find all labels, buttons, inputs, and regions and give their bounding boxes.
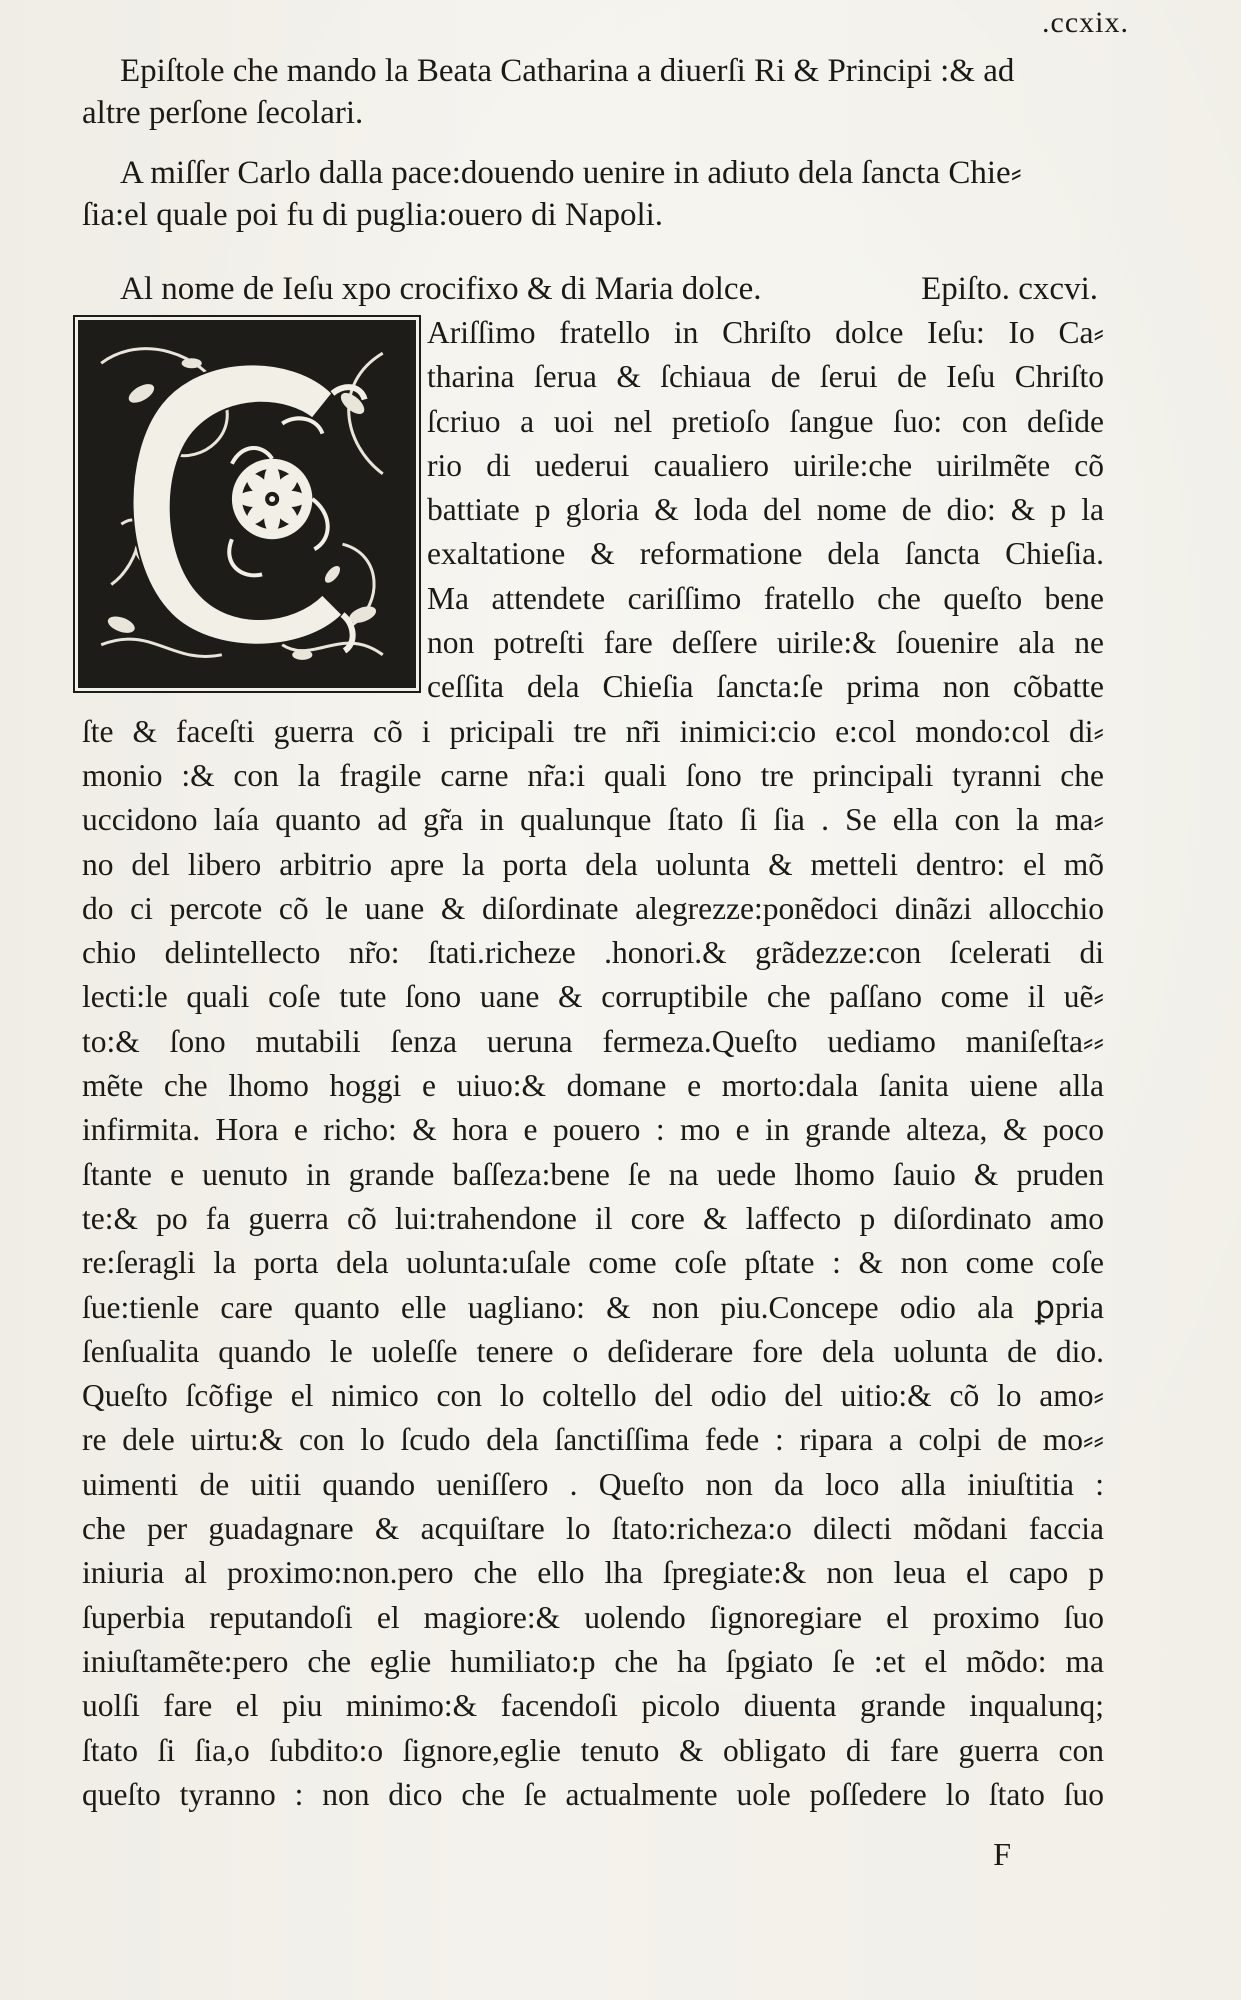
text-line: battiate p gloria & loda del nome de dio: & p la [427,492,1104,528]
text-line: iniuria al proximo:non.pero che ello lha ſpregiate:& non leua el capo p [82,1555,1104,1591]
text-line: chio delintellecto nr̃o: ſtati.richeze .honori.& grãdezze:con ſcelerati di [82,935,1104,971]
text-line: queſto tyranno : non dico che ſe actualmente uole poſſedere lo ſtato ſuo [82,1776,1104,1812]
text-line: ſtante e uenuto in grande baſſeza:bene ſe na uede lhomo ſauio & pruden [82,1156,1104,1192]
text-line: re dele uirtu:& con lo ſcudo dela ſanctiſſima fede : ripara a colpi de mo⸗⸗ [82,1422,1104,1458]
text-line: ſuperbia reputandoſi el magiore:& uolendo ſignoregiare el proximo ſuo [82,1599,1104,1635]
text-line: che per guadagnare & acquiſtare lo ſtato:richeza:o dilecti mõdani faccia [82,1511,1104,1547]
invocation: Al nome de Ieſu xpo crocifixo & di Maria dolce. [120,271,762,307]
text-line: iniuſtamẽte:pero che eglie humiliato:p che ha ſpgiato ſe :et el mõdo: ma [82,1643,1104,1679]
title-line: altre perſone ſecolari. [82,95,364,131]
text-line: ſenſualita quando le uoleſſe tenere o deſiderare fore dela uolunta de dio. [82,1333,1104,1369]
text-line: ſue:tienle care quanto elle uagliano: & non piu.Concepe odio ala ꝑpria [82,1289,1104,1325]
text-line: lecti:le quali coſe tute ſono uane & corruptibile che paſſano come il uẽ⸗ [82,979,1104,1015]
collection-title [82,50,1102,134]
catchword: F [993,1836,1011,1872]
text-line: do ci percote cõ le uane & diſordinate alegrezze:ponẽdoci dinãzi allocchio [82,890,1104,926]
text-line: uimenti de uitii quando ueniſſero . Queſto non da loco alla iniuſtitia : [82,1466,1104,1502]
text-line: ſtato ſi ſia,o ſubdito:o ſignore,eglie tenuto & obligato di fare guerra con [82,1732,1104,1768]
text-line: uccidono laía quanto ad gr̃a in qualunque ſtato ſi ſia . Se ella con la ma⸗ [82,802,1104,838]
title-line: Epiſtole che mando la Beata Catharina a diuerſi Ri & Principi :& ad [120,53,1015,89]
text-line: to:& ſono mutabili ſenza ueruna fermeza.Queſto uediamo maniſeſta⸗⸗ [82,1023,1104,1059]
text-line: te:& po fa guerra cõ lui:trahendone il core & laffecto p diſordinato amo [82,1200,1104,1236]
text-line: ceſſita dela Chieſia ſancta:ſe prima non cõbatte [427,669,1104,705]
text-line: Ma attendete cariſſimo fratello che queſto bene [427,580,1104,616]
epistle-body [82,311,1104,1817]
text-line: monio :& con la fragile carne nr̃a:i quali ſono tre principali tyranni che [82,757,1104,793]
epistle-number: Epiſto. cxcvi. [921,271,1098,307]
text-line: ſte & faceſti guerra cõ i pricipali tre nr̃i inimici:cio e:col mondo:col di⸗ [82,713,1104,749]
text-line: re:ſeragli la porta dela uolunta:uſale come coſe pſtate : & non come coſe [82,1245,1104,1281]
text-line: uolſi fare el piu minimo:& facendoſi picolo diuenta grande inqualunq; [82,1688,1104,1724]
text-line: infirmita. Hora e richo: & hora e pouero : mo e in grande alteza, & poco [82,1112,1104,1148]
text-line: no del libero arbitrio apre la porta dela uolunta & metteli dentro: el mõ [82,846,1104,882]
letter-address [82,152,1102,236]
text-line: ſcriuo a uoi nel pretioſo ſangue ſuo: con deſide [427,403,1104,439]
invocation-row [82,268,1102,310]
address-line: ſia:el quale poi fu di puglia:ouero di Napoli. [82,197,664,233]
folio-number: .ccxix. [1042,6,1129,39]
text-line: mẽte che lhomo hoggi e uiuo:& domane e morto:dala ſanita uiene alla [82,1068,1104,1104]
text-line: tharina ſerua & ſchiaua de ſerui de Ieſu Chriſto [427,359,1104,395]
text-line: rio di uederui caualiero uirile:che uirilmẽte cõ [427,447,1104,483]
text-line: Ariſſimo fratello in Chriſto dolce Ieſu: Io Ca⸗ [427,315,1104,350]
text-line: Queſto ſcõfige el nimico con lo coltello del odio del uitio:& cõ lo amo⸗ [82,1378,1104,1414]
text-line: exaltatione & reformatione dela ſancta Chieſia. [427,536,1104,572]
address-line: A miſſer Carlo dalla pace:douendo uenire in adiuto dela ſancta Chie⸗ [120,155,1022,191]
text-line: non potreſti fare deſſere uirile:& ſouenire ala ne [427,625,1104,661]
